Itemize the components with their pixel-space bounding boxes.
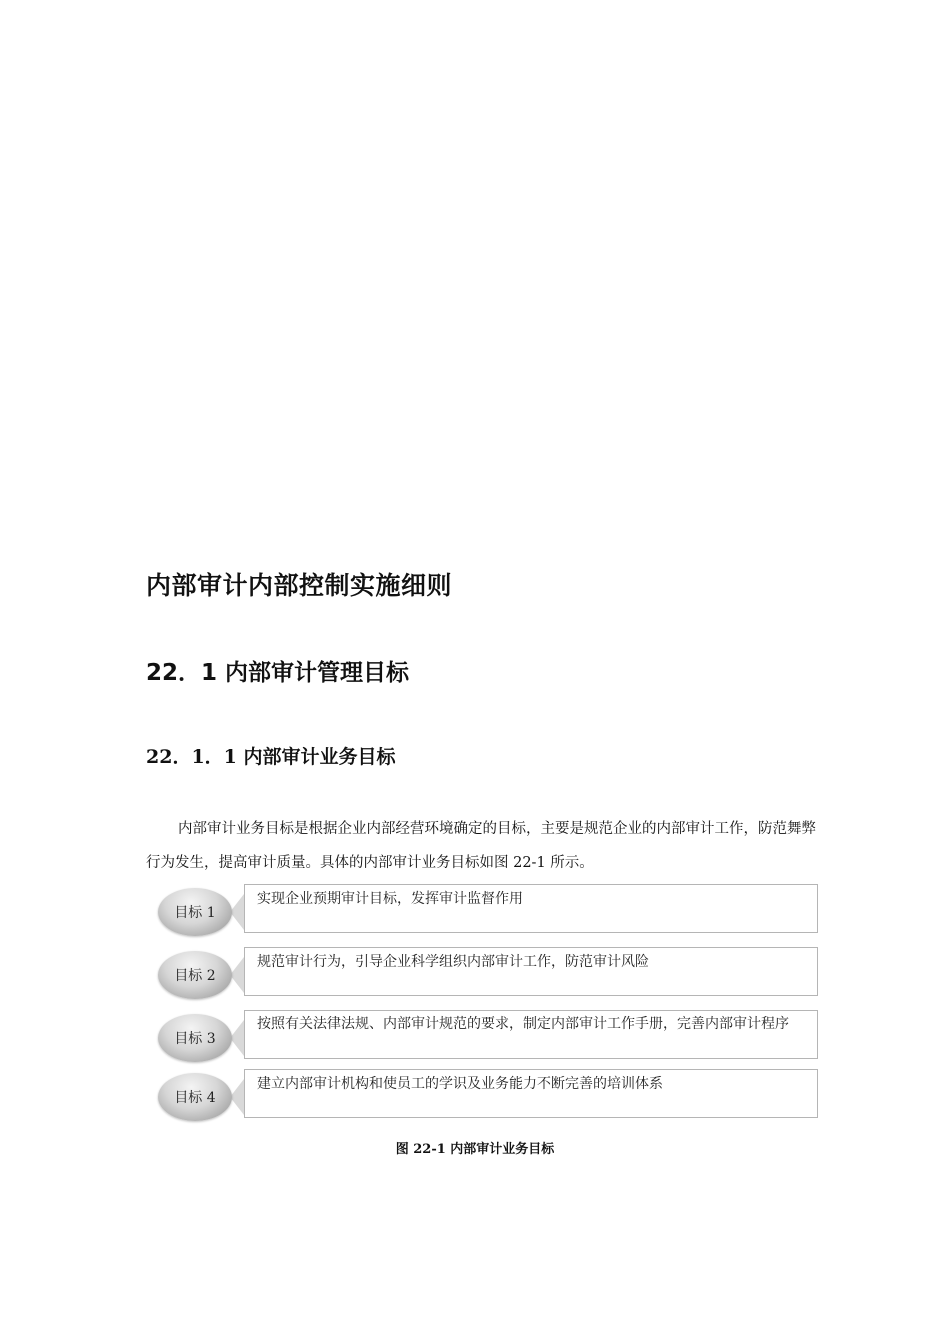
goal-pointer — [230, 1079, 244, 1115]
goal-badge: 目标 2 — [158, 951, 232, 999]
goal-row — [158, 1069, 820, 1119]
goal-badge: 目标 3 — [158, 1014, 232, 1062]
goal-pointer — [230, 1020, 244, 1056]
goal-badge: 目标 4 — [158, 1073, 232, 1121]
goal-row — [158, 884, 820, 934]
goal-pointer — [230, 957, 244, 993]
section-heading: 22．1 内部审计管理目标 — [146, 660, 410, 686]
goal-description: 按照有关法律法规、内部审计规范的要求，制定内部审计工作手册，完善内部审计程序 — [244, 1010, 818, 1059]
goal-row — [158, 947, 820, 997]
goal-pointer — [230, 894, 244, 930]
goal-description: 建立内部审计机构和使员工的学识及业务能力不断完善的培训体系 — [244, 1069, 818, 1118]
subsection-heading: 22．1．1 内部审计业务目标 — [146, 746, 396, 768]
goal-description: 规范审计行为，引导企业科学组织内部审计工作，防范审计风险 — [244, 947, 818, 996]
document-title: 内部审计内部控制实施细则 — [146, 571, 453, 600]
goal-description: 实现企业预期审计目标，发挥审计监督作用 — [244, 884, 818, 933]
figure-caption: 图 22-1 内部审计业务目标 — [395, 1142, 555, 1157]
goal-row — [158, 1010, 820, 1060]
body-paragraph: 内部审计业务目标是根据企业内部经营环境确定的目标，主要是规范企业的内部审计工作，防范舞弊行为发生，提高审计质量。具体的内部审计业务目标如图 22-1 所示。 — [146, 821, 816, 871]
goal-badge: 目标 1 — [158, 888, 232, 936]
